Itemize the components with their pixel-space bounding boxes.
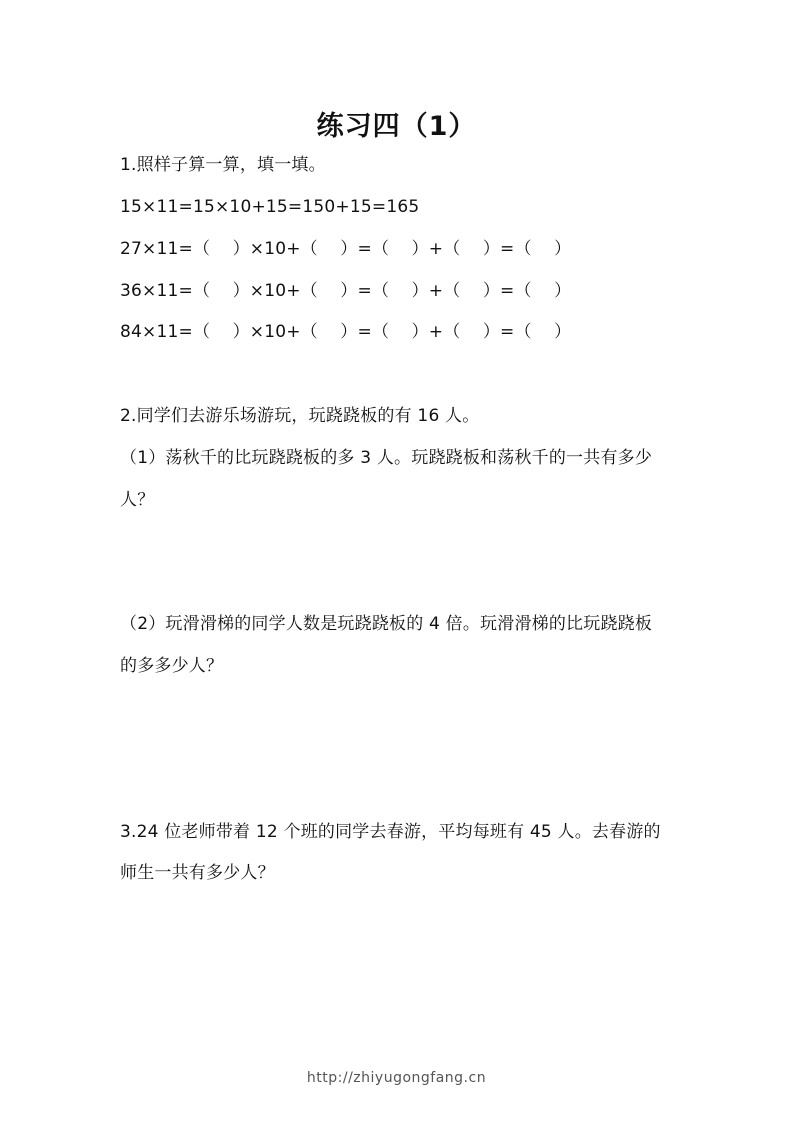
question-1-heading: 1.照样子算一算，填一填。 bbox=[120, 155, 326, 175]
question-1-example: 15×11=15×10+15=150+15=165 bbox=[120, 197, 420, 217]
question-2-part-2-line-1: （2）玩滑滑梯的同学人数是玩跷跷板的 4 倍。玩滑滑梯的比玩跷跷板 bbox=[120, 614, 653, 634]
question-3-line-2: 师生一共有多少人？ bbox=[120, 863, 275, 883]
footer-url: http://zhiyugongfang.cn bbox=[306, 1070, 487, 1086]
question-3-line-1: 3.24 位老师带着 12 个班的同学去春游，平均每班有 45 人。去春游的 bbox=[120, 822, 661, 842]
question-2-part-1-line-2: 人？ bbox=[120, 490, 155, 510]
question-1-row: 36×11=（ ）×10+（ ）=（ ）+（ ）=（ ） bbox=[120, 281, 572, 301]
question-2-heading: 2.同学们去游乐场游玩，玩跷跷板的有 16 人。 bbox=[120, 406, 480, 426]
question-1-row: 84×11=（ ）×10+（ ）=（ ）+（ ）=（ ） bbox=[120, 322, 572, 342]
page-title: 练习四（1） bbox=[316, 111, 477, 142]
question-2-part-1-line-1: （1）荡秋千的比玩跷跷板的多 3 人。玩跷跷板和荡秋千的一共有多少 bbox=[120, 448, 653, 468]
question-2-part-2-line-2: 的多多少人？ bbox=[120, 656, 224, 676]
question-1-row: 27×11=（ ）×10+（ ）=（ ）+（ ）=（ ） bbox=[120, 239, 572, 259]
